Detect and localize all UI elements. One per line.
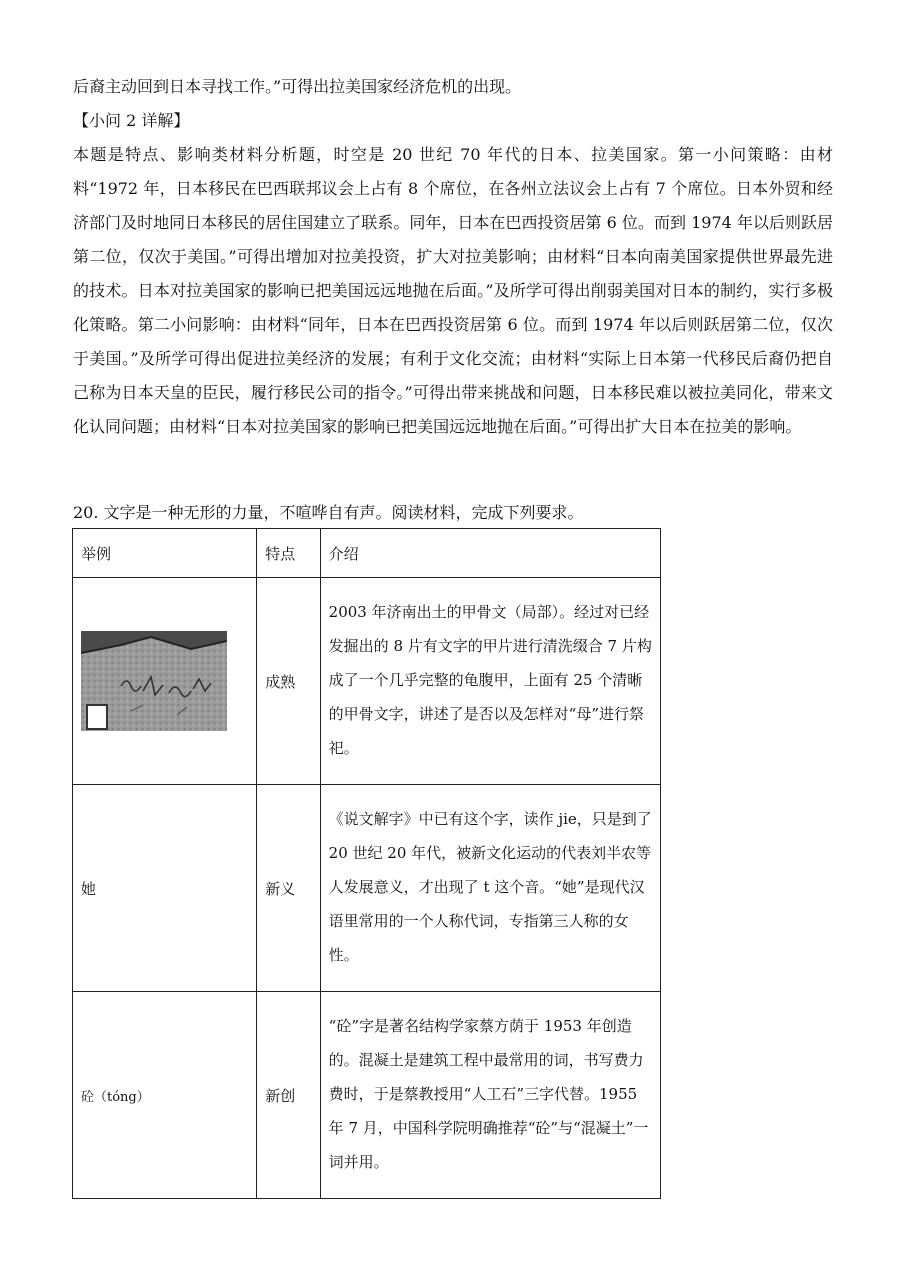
material-table — [72, 528, 661, 1199]
table-row — [73, 785, 661, 992]
analysis-paragraph: 本题是特点、影响类材料分析题，时空是 20 世纪 70 年代的日本、拉美国家。第一小问策略：由材料“1972 年，日本移民在巴西联邦议会上占有 8 个席位，在各州立法议会上占有 7 个席位。日本外贸和经济部门及时地同日本移民的居住国建立了联系。同年，日本在巴西投资居第 6 位。而到 1974 年以后则跃居第二位，仅次于美国。”可得出增加对拉美投资，扩大对拉美影响；由材料“日本向南美国家提供世界最先进的技术。日本对拉美国家的影响已把美国远远地抛在后面。”及所学可得出削弱美国对日本的制约，实行多极化策略。第二小问影响：由材料“同年，日本在巴西投资居第 6 位。而到 1974 年以后则跃居第二位，仅次于美国。”及所学可得出促进拉美经济的发展；有利于文化交流；由材料“实际上日本第一代移民后裔仍把自己称为日本天皇的臣民，履行移民公司的指令。”可得出带来挑战和问题，日本移民难以被拉美同化，带来文化认同问题；由材料“日本对拉美国家的影响已把美国远远地抛在后面。”可得出扩大日本在拉美的影响。 — [73, 145, 833, 436]
feature-cell: 成熟 — [257, 578, 320, 785]
intro-cell: 2003 年济南出土的甲骨文（局部）。经过对已经发掘出的 8 片有文字的甲片进行清洗缀合 7 片构成了一个几乎完整的龟腹甲，上面有 25 个清晰的甲骨文字，讲述了是否以及怎样对“母”进行祭祀。 — [320, 578, 660, 785]
header-example: 举例 — [73, 529, 257, 578]
intro-cell: “砼”字是著名结构学家蔡方荫于 1953 年创造的。混凝土是建筑工程中最常用的词，书写费力费时，于是蔡教授用“人工石”三字代替。1955 年 7 月，中国科学院明确推荐“砼”与“混凝土”一词并用。 — [320, 992, 660, 1199]
intro-cell: 《说文解字》中已有这个字，读作 jie，只是到了 20 世纪 20 年代，被新文化运动的代表刘半农等人发展意义，才出现了 t 这个音。“她”是现代汉语里常用的一个人称代词，专指第三人称的女性。 — [320, 785, 660, 992]
table-row — [73, 992, 661, 1199]
header-feature: 特点 — [257, 529, 320, 578]
header-intro: 介绍 — [320, 529, 660, 578]
example-cell — [73, 578, 257, 785]
feature-cell: 新创 — [257, 992, 320, 1199]
intro-line: 后裔主动回到日本寻找工作。”可得出拉美国家经济危机的出现。 — [73, 77, 522, 96]
table-header-row — [73, 529, 661, 578]
example-cell: 砼（tóng） — [73, 992, 257, 1199]
section-heading: 【小问 2 详解】 — [73, 111, 190, 130]
example-cell: 她 — [73, 785, 257, 992]
question-20: 20. 文字是一种无形的力量，不喧哗自有声。阅读材料，完成下列要求。 — [73, 503, 584, 522]
table-row — [73, 578, 661, 785]
feature-cell: 新义 — [257, 785, 320, 992]
oracle-bone-image — [81, 631, 227, 731]
